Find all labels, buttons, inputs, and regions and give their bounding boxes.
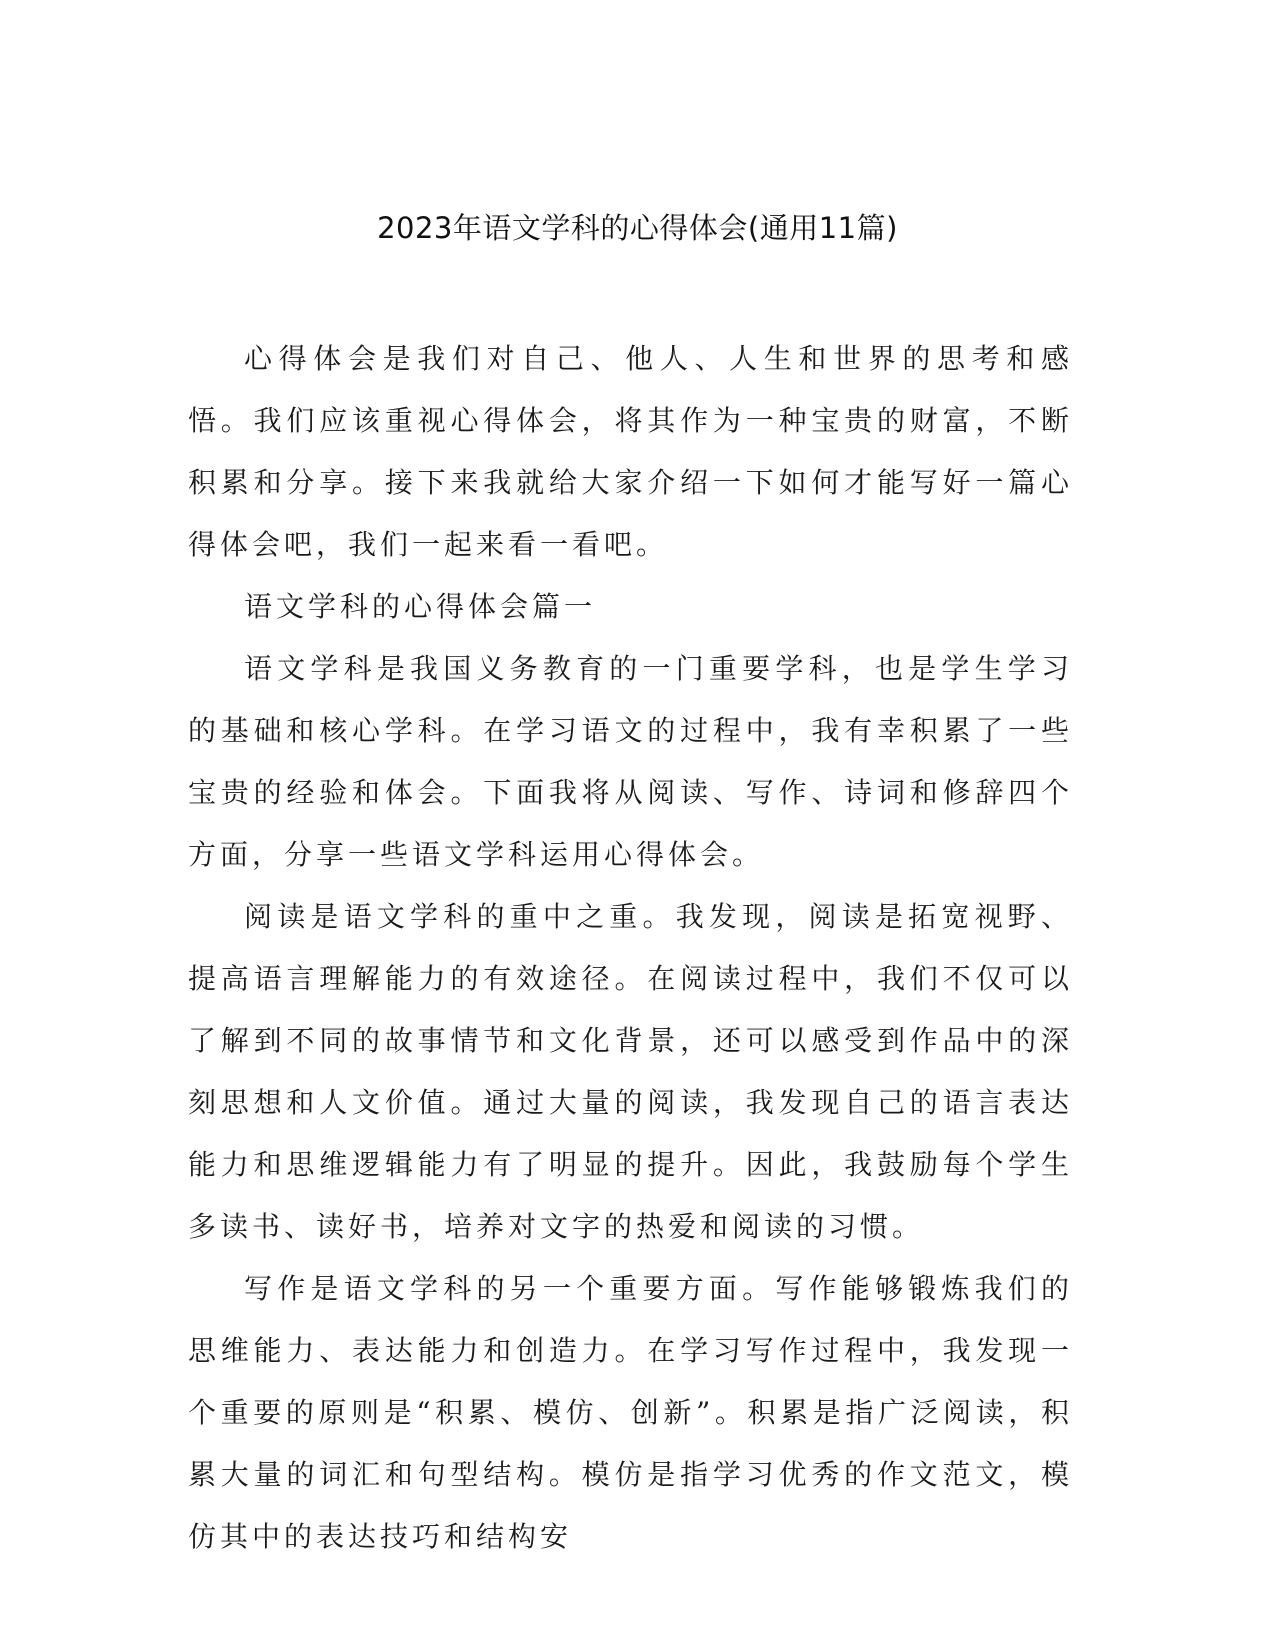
document-body [188, 328, 1073, 1568]
document-title: 2023年语文学科的心得体会(通用11篇) [377, 211, 898, 245]
body-paragraph: 语文学科是我国义务教育的一门重要学科，也是学生学习的基础和核心学科。在学习语文的过程中，我有幸积累了一些宝贵的经验和体会。下面我将从阅读、写作、诗词和修辞四个方面，分享一些语文学科运用心得体会。 [188, 652, 1073, 871]
section-heading: 语文学科的心得体会篇一 [244, 590, 597, 623]
body-paragraph: 写作是语文学科的另一个重要方面。写作能够锻炼我们的思维能力、表达能力和创造力。在学习写作过程中，我发现一个重要的原则是“积累、模仿、创新”。积累是指广泛阅读，积累大量的词汇和句型结构。模仿是指学习优秀的作文范文，模仿其中的表达技巧和结构安 [188, 1272, 1073, 1553]
body-paragraph: 阅读是语文学科的重中之重。我发现，阅读是拓宽视野、提高语言理解能力的有效途径。在阅读过程中，我们不仅可以了解到不同的故事情节和文化背景，还可以感受到作品中的深刻思想和人文价值。通过大量的阅读，我发现自己的语言表达能力和思维逻辑能力有了明显的提升。因此，我鼓励每个学生多读书、读好书，培养对文字的热爱和阅读的习惯。 [188, 900, 1073, 1243]
intro-paragraph: 心得体会是我们对自己、他人、人生和世界的思考和感悟。我们应该重视心得体会，将其作为一种宝贵的财富，不断积累和分享。接下来我就给大家介绍一下如何才能写好一篇心得体会吧，我们一起来看一看吧。 [188, 342, 1073, 561]
